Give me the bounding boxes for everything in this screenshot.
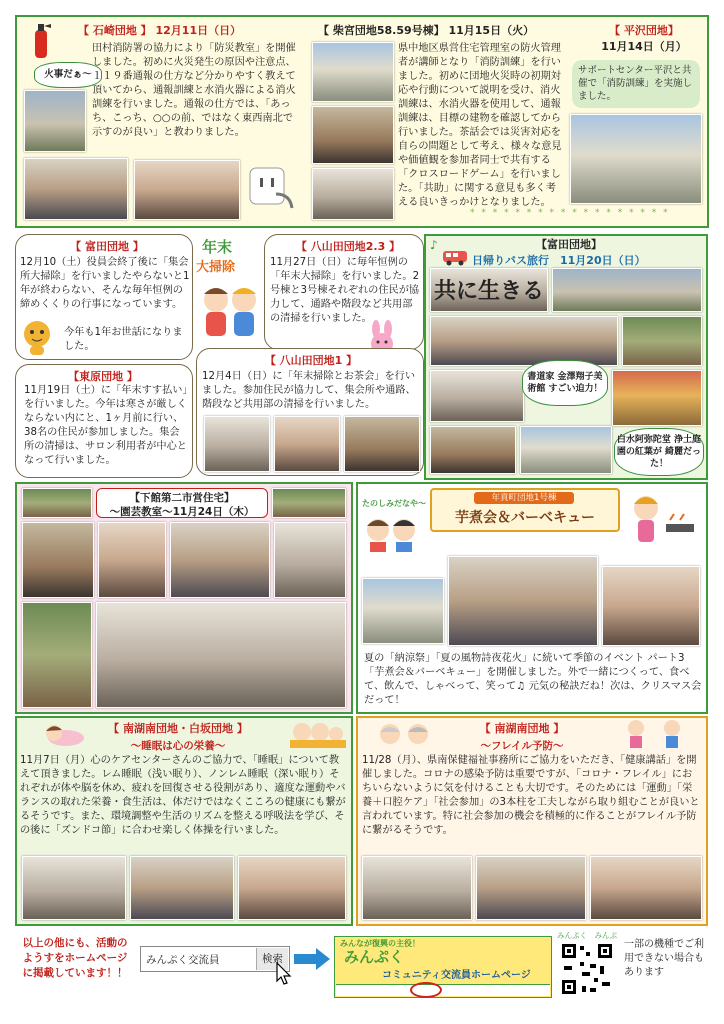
s7-body: 11月27日（日）に毎年恒例の「年末大掃除」を行いました。2号棟と3号棟それぞれの住民が協力して、通路や階段など共用部の清掃を行いました。 bbox=[270, 257, 420, 324]
s12-subtitle: ～睡眠は心の栄養～ bbox=[130, 740, 226, 752]
s1-photo-1 bbox=[24, 90, 86, 152]
s2-photo-2 bbox=[312, 106, 394, 164]
search-button[interactable]: 検索 bbox=[256, 948, 288, 970]
s10-flower-photo-2 bbox=[272, 488, 346, 518]
s11-photo-1 bbox=[362, 578, 444, 644]
s8-title: 【 八山田団地1 】 bbox=[264, 354, 358, 367]
footer-note: 一部の機種でご利用できない場合もあります bbox=[624, 939, 704, 978]
s1-photo-3 bbox=[134, 160, 240, 220]
s10-flower-photo-1 bbox=[22, 488, 92, 518]
bbq-girl-illustration bbox=[626, 490, 698, 548]
s1-photo-2 bbox=[24, 158, 128, 220]
s9-caption-1: 書道家 金澤翔子美術館 すごい迫力！ bbox=[522, 360, 608, 406]
s4-tail: 今年も1年お世話になりました。 bbox=[64, 327, 183, 352]
s13-photo-3 bbox=[590, 856, 702, 920]
s12-title: 【 南湖南団地・白坂団地 】 bbox=[108, 722, 248, 735]
s4-title: 【 富田団地 】 bbox=[70, 240, 144, 253]
banner-nav-strip bbox=[336, 984, 550, 996]
fire-extinguisher-icon bbox=[30, 22, 52, 60]
s12-photo-2 bbox=[130, 856, 234, 920]
s5-title: 【東原団地 】 bbox=[68, 370, 138, 383]
s1-title: 【 石崎団地 】 12月11日（日） bbox=[78, 24, 242, 37]
footer-message: 以上の他にも、活動のようすをホームページに掲載しています！！ bbox=[22, 937, 128, 979]
outlet-illustration bbox=[246, 164, 296, 212]
exercise-illustration bbox=[620, 718, 690, 750]
s11-photo-group bbox=[448, 556, 598, 646]
s9-photo-7 bbox=[430, 426, 516, 474]
tiger-mascot-icon bbox=[20, 318, 54, 356]
site-small-text: みんなが復興の主役！ bbox=[340, 939, 420, 948]
s1-speech-bubble: 火事だぁ～ bbox=[34, 62, 102, 88]
s13-subtitle: ～フレイル予防～ bbox=[480, 740, 564, 752]
bus-icon bbox=[442, 250, 468, 266]
s13-photo-2 bbox=[476, 856, 586, 920]
qr-code-icon bbox=[560, 942, 614, 996]
s8-body: 12月4日（日）に「年末掃除とお茶会」を行いました。参加住民が協力して、集会所や通路、階段など共用部の清掃を行いました。 bbox=[202, 371, 416, 410]
s12-photo-1 bbox=[22, 856, 126, 920]
year-end-cleaning-banner bbox=[196, 234, 266, 344]
search-input[interactable]: みんぷく交流員 bbox=[146, 954, 220, 966]
s9-photo-group bbox=[430, 316, 618, 366]
s9-title: 【富田団地】 bbox=[536, 238, 602, 251]
s3-photo bbox=[570, 114, 702, 204]
s12-body: 11月7日（月）心のケアセンターさんのご協力で、「睡眠」について教えて頂きました。レム睡眠（浅い眠り）、ノンレム睡眠（深い眠り）それぞれが体や脳を休め、疲れを回復させる役割があり、適度な運動やバランスの取れた栄養・食生活は、体だけではなくこころの健康にも繋がるそうです。また、環境調整や生活のリズムを整える呼吸法を学び、その後に「ズンドコ節」に合わせ楽しく体操を行いました。 bbox=[20, 755, 346, 836]
s13-title: 【 南湖南団地 】 bbox=[479, 722, 565, 735]
s3-note: サポートセンター平沢と共催で「消防訓練」を実施しました。 bbox=[572, 60, 700, 108]
s11-photo-3 bbox=[602, 566, 700, 646]
sleeping-girl-illustration bbox=[44, 722, 84, 746]
s10-photo-5 bbox=[22, 602, 92, 708]
s11-title: 芋煮会＆バーベキュー bbox=[455, 510, 595, 526]
s9-photo-8 bbox=[520, 426, 612, 474]
calligraphy-photo: 共に生きる bbox=[430, 268, 548, 312]
s9-photo-4 bbox=[622, 316, 702, 366]
s9-photo-2 bbox=[552, 268, 702, 312]
music-note-icon: ♪ bbox=[430, 238, 438, 252]
qr-label: みんぷく みんぷ bbox=[557, 931, 617, 940]
s8-photo-3 bbox=[344, 416, 420, 472]
site-name: コミュニティ交流員ホームページ bbox=[382, 970, 531, 981]
s5-body: 11月19日（土）に「年末すす払い」を行いました。今年は寒さが厳しくならない内にと、1ヶ月前に行い、38名の住民が参加しました。集会所の清掃は、サロン利用者が中心となって行いました。 bbox=[24, 385, 188, 466]
s10-title-1: 【下館第二市営住宅】 bbox=[129, 492, 235, 504]
s13-body: 11/28（月）、県南保健福祉事務所にご協力をいただき、「健康講話」を開催しました。コロナの感染予防は重要ですが、「コロナ・フレイル」におちいらないように気を付けることも大切です。そのためには「運動」「栄養＋口腔ケア」「社会参加」の3本柱を工夫しながら取り組むことが良いと言われています。特に社会参加の機会を積極的に作ることがフレイル予防に繋がるそうです。 bbox=[362, 755, 700, 836]
s10-photo-1 bbox=[22, 522, 94, 598]
s11-small: たのしみだなや～ bbox=[362, 499, 426, 508]
s10-title-2: ～園芸教室～11月24日（木） bbox=[109, 506, 255, 518]
banner-line-1: 年末 bbox=[202, 238, 233, 256]
s9-photo-5 bbox=[430, 370, 524, 422]
s12-photo-3 bbox=[238, 856, 346, 920]
s11-tag: 年貢町団地1号棟 bbox=[474, 492, 574, 504]
s2-title: 【 柴宮団地58.59号棟】 11月15日（火） bbox=[318, 24, 535, 37]
s11-body: 夏の「納涼祭」「夏の風物詩夜花火」に続いて季節のイベント パート3「芋煮会＆バーベキュー」を開催しました。外で一緒につくって、食べて、飲んで、しゃべって、笑って♫ 元気の秘訣だね！次は、クリスマス会だって！ bbox=[364, 653, 702, 706]
s10-photo-4 bbox=[274, 522, 346, 598]
s10-photo-3 bbox=[170, 522, 270, 598]
star-border-decoration: * * * * * * * * * * * * * * * * * * bbox=[470, 208, 670, 218]
s9-photo-6 bbox=[612, 370, 702, 426]
s4-body: 12月10（土）役員会終了後に「集会所大掃除」を行いましたやらないと1年が終わらない、そんな毎年恒例の締めくくりの行事になっています。 bbox=[20, 257, 190, 310]
s1-body: 田村消防署の協力により「防災教室」を開催しました。初めに火災発生の原因や注意点、１１９番通報の仕方など分かりやすく教えて頂いてから、通報訓練と水消火器による消火訓練を行いました。通報の仕方では、「あっち、こっち、○○の前、ではなく東西南北で示すのが良い」と教わりました。 bbox=[92, 43, 296, 138]
family-sleeping-illustration bbox=[290, 718, 346, 748]
s7-title: 【 八山田団地2.3 】 bbox=[295, 240, 401, 253]
s9-subtitle: 日帰りバス旅行 11月20日（日） bbox=[472, 254, 646, 267]
s10-photo-group bbox=[96, 602, 346, 708]
s2-photo-1 bbox=[312, 42, 394, 102]
family-illustration bbox=[364, 512, 420, 552]
site-logo: みんぷく bbox=[344, 948, 405, 966]
banner-highlight-circle bbox=[410, 982, 442, 998]
mouse-cursor-icon bbox=[276, 962, 292, 986]
s3-title: 【 平沢団地】 bbox=[609, 24, 679, 37]
s8-photo-1 bbox=[204, 416, 270, 472]
s8-photo-2 bbox=[274, 416, 340, 472]
s2-photo-3 bbox=[312, 168, 394, 220]
s2-body: 県中地区県営住宅管理室の防火管理者が講師となり「消防訓練」を行いました。初めに団地火災時の初期対応や行動について説明を受け、消火訓練は、水消火器を使用して、通報訓練は、目標の建物を確認してから行いました。茶話会では災害対応を自らの問題として考え、様々な意見や価値観を参加者同士で共有する「クロスロードゲーム」を行いました。「共助」に関する意見も多く考える良いきっかけとなりました。 bbox=[398, 43, 562, 208]
s13-photo-1 bbox=[362, 856, 472, 920]
s10-photo-2 bbox=[98, 522, 166, 598]
elderly-illustration bbox=[376, 720, 436, 750]
s3-date: 11月14日（月） bbox=[601, 40, 687, 53]
banner-line-2: 大掃除 bbox=[196, 260, 236, 275]
s9-caption-2: 白水阿弥陀堂 浄土庭園の紅葉が 綺麗だった！ bbox=[614, 428, 704, 476]
arrow-right-icon bbox=[292, 946, 332, 972]
